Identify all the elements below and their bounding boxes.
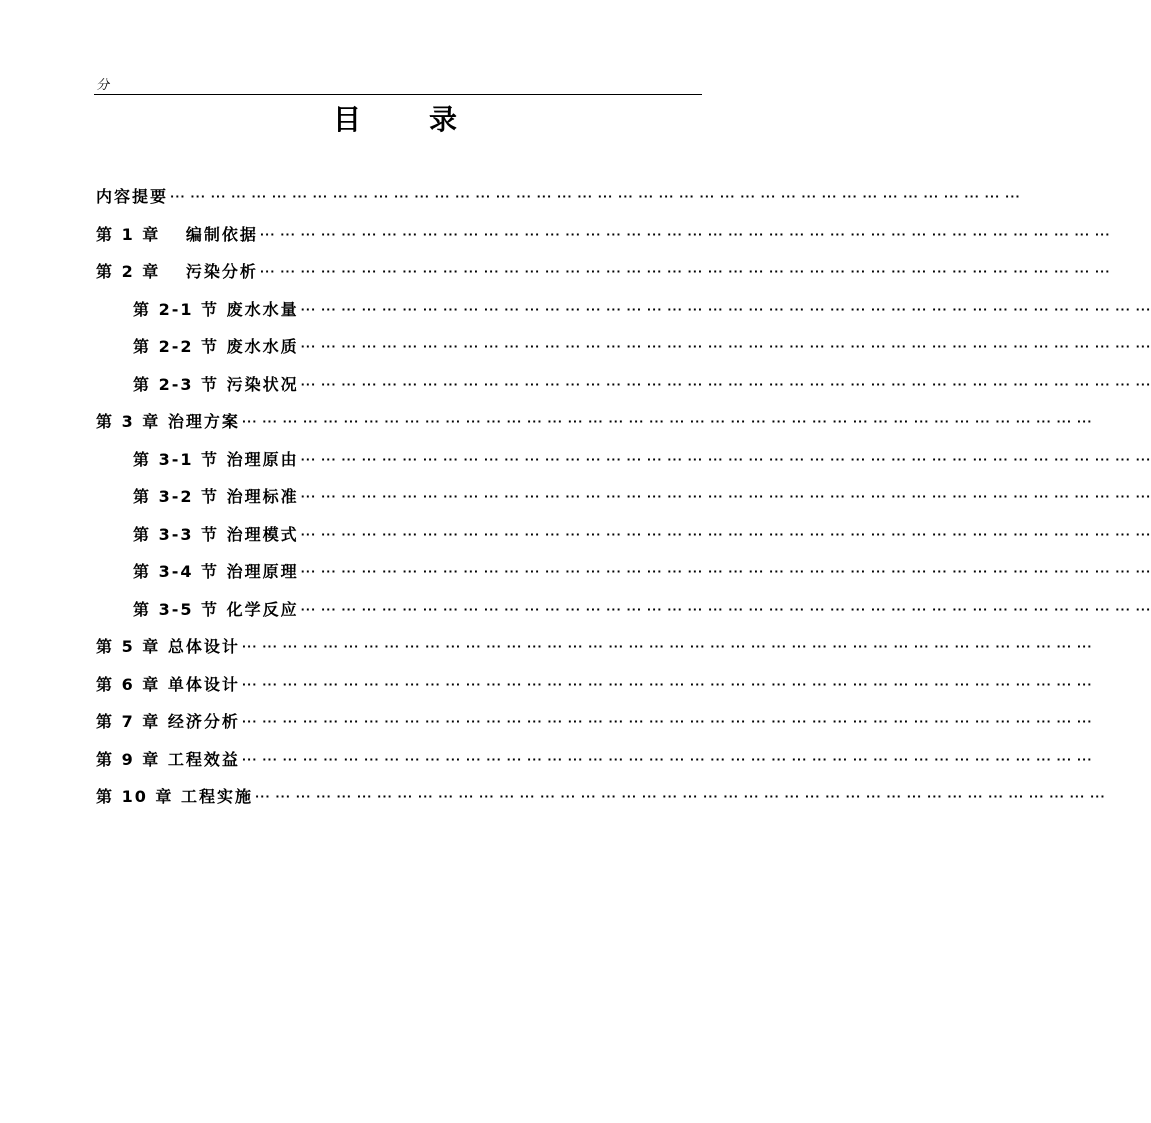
toc-leader: ··· ··· ··· ··· ··· ··· ··· ··· ··· ··· ··· ··· ··· ··· ··· ··· ··· ··· ··· ··· ··· ··· ··· ··· ··· ··· ··· ··· ··· ··· ··· ··· ··· ··· ··· ··· ··· ··· ··· ··· ··· ··· (300, 602, 1151, 616)
toc-subentry[interactable] (96, 559, 1151, 597)
toc-entry[interactable] (96, 747, 1093, 785)
toc-subentry[interactable] (96, 334, 1151, 372)
toc-entry-label: 第 3-3 节 治理模式 (133, 524, 299, 544)
toc-entry-label: 第 2 章 污染分析 (96, 262, 258, 281)
toc-entry-label: 第 10 章 工程实施 (96, 787, 253, 806)
toc-entry[interactable] (96, 709, 1093, 747)
toc-leader: ··· ··· ··· ··· ··· ··· ··· ··· ··· ··· ··· ··· ··· ··· ··· ··· ··· ··· ··· ··· ··· ··· ··· ··· ··· ··· ··· ··· ··· ··· ··· ··· ··· ··· ··· ··· ··· ··· ··· ··· ··· ··· (259, 227, 1111, 241)
toc-entry[interactable] (96, 409, 1093, 447)
toc-leader: ··· ··· ··· ··· ··· ··· ··· ··· ··· ··· ··· ··· ··· ··· ··· ··· ··· ··· ··· ··· ··· ··· ··· ··· ··· ··· ··· ··· ··· ··· ··· ··· ··· ··· ··· ··· ··· ··· ··· ··· ··· ··· (300, 490, 1151, 503)
toc-entry-label: 第 1 章 编制依据 (96, 224, 258, 244)
toc-leader: ··· ··· ··· ··· ··· ··· ··· ··· ··· ··· ··· ··· ··· ··· ··· ··· ··· ··· ··· ··· ··· ··· ··· ··· ··· ··· ··· ··· ··· ··· ··· ··· ··· ··· ··· ··· ··· ··· ··· ··· ··· ··· (170, 190, 1021, 203)
toc-subentry[interactable] (96, 297, 1151, 335)
table-of-contents (96, 184, 1151, 822)
toc-entry-label: 第 2-2 节 废水水质 (133, 337, 299, 356)
toc-leader: ··· ··· ··· ··· ··· ··· ··· ··· ··· ··· ··· ··· ··· ··· ··· ··· ··· ··· ··· ··· ··· ··· ··· ··· ··· ··· ··· ··· ··· ··· ··· ··· ··· ··· ··· ··· ··· ··· ··· ··· ··· ··· (300, 565, 1151, 578)
toc-leader: ··· ··· ··· ··· ··· ··· ··· ··· ··· ··· ··· ··· ··· ··· ··· ··· ··· ··· ··· ··· ··· ··· ··· ··· ··· ··· ··· ··· ··· ··· ··· ··· ··· ··· ··· ··· ··· ··· ··· ··· ··· ··· (300, 340, 1151, 353)
toc-entry-label: 第 6 章 单体设计 (96, 674, 240, 694)
toc-entry[interactable] (96, 784, 1106, 822)
toc-entry[interactable] (96, 184, 1021, 222)
toc-subentry[interactable] (96, 522, 1151, 560)
toc-entry-label: 第 7 章 经济分析 (96, 712, 240, 731)
toc-entry[interactable] (96, 672, 1093, 710)
toc-entry[interactable] (96, 259, 1111, 297)
toc-entry-label: 第 9 章 工程效益 (96, 749, 240, 769)
toc-subentry[interactable] (96, 372, 1151, 410)
toc-leader: ··· ··· ··· ··· ··· ··· ··· ··· ··· ··· ··· ··· ··· ··· ··· ··· ··· ··· ··· ··· ··· ··· ··· ··· ··· ··· ··· ··· ··· ··· ··· ··· ··· ··· ··· ··· ··· ··· ··· ··· ··· ··· (241, 715, 1093, 728)
toc-leader: ··· ··· ··· ··· ··· ··· ··· ··· ··· ··· ··· ··· ··· ··· ··· ··· ··· ··· ··· ··· ··· ··· ··· ··· ··· ··· ··· ··· ··· ··· ··· ··· ··· ··· ··· ··· ··· ··· ··· ··· ··· ··· (241, 415, 1093, 428)
toc-leader: ··· ··· ··· ··· ··· ··· ··· ··· ··· ··· ··· ··· ··· ··· ··· ··· ··· ··· ··· ··· ··· ··· ··· ··· ··· ··· ··· ··· ··· ··· ··· ··· ··· ··· ··· ··· ··· ··· ··· ··· ··· ··· (259, 265, 1111, 278)
toc-leader: ··· ··· ··· ··· ··· ··· ··· ··· ··· ··· ··· ··· ··· ··· ··· ··· ··· ··· ··· ··· ··· ··· ··· ··· ··· ··· ··· ··· ··· ··· ··· ··· ··· ··· ··· ··· ··· ··· ··· ··· ··· ··· (300, 377, 1151, 391)
toc-entry-label: 内容提要 (96, 187, 169, 206)
toc-entry-label: 第 3-2 节 治理标准 (133, 487, 299, 506)
toc-entry-label: 第 3-4 节 治理原理 (133, 562, 299, 581)
toc-entry-label: 第 3-5 节 化学反应 (133, 599, 299, 619)
header-mark: 分 (96, 78, 110, 93)
toc-leader: ··· ··· ··· ··· ··· ··· ··· ··· ··· ··· ··· ··· ··· ··· ··· ··· ··· ··· ··· ··· ··· ··· ··· ··· ··· ··· ··· ··· ··· ··· ··· ··· ··· ··· ··· ··· ··· ··· ··· ··· ··· ··· (254, 790, 1106, 803)
toc-entry-label: 第 5 章 总体设计 (96, 637, 240, 656)
toc-subentry[interactable] (96, 484, 1151, 522)
toc-leader: ··· ··· ··· ··· ··· ··· ··· ··· ··· ··· ··· ··· ··· ··· ··· ··· ··· ··· ··· ··· ··· ··· ··· ··· ··· ··· ··· ··· ··· ··· ··· ··· ··· ··· ··· ··· ··· ··· ··· ··· ··· ··· (241, 752, 1093, 766)
toc-leader: ··· ··· ··· ··· ··· ··· ··· ··· ··· ··· ··· ··· ··· ··· ··· ··· ··· ··· ··· ··· ··· ··· ··· ··· ··· ··· ··· ··· ··· ··· ··· ··· ··· ··· ··· ··· ··· ··· ··· ··· ··· ··· (241, 640, 1093, 653)
toc-entry-label: 第 2-3 节 污染状况 (133, 374, 299, 394)
toc-subentry[interactable] (96, 597, 1151, 635)
toc-leader: ··· ··· ··· ··· ··· ··· ··· ··· ··· ··· ··· ··· ··· ··· ··· ··· ··· ··· ··· ··· ··· ··· ··· ··· ··· ··· ··· ··· ··· ··· ··· ··· ··· ··· ··· ··· ··· ··· ··· ··· ··· ··· (300, 452, 1151, 466)
toc-subentry[interactable] (96, 447, 1151, 485)
toc-leader: ··· ··· ··· ··· ··· ··· ··· ··· ··· ··· ··· ··· ··· ··· ··· ··· ··· ··· ··· ··· ··· ··· ··· ··· ··· ··· ··· ··· ··· ··· ··· ··· ··· ··· ··· ··· ··· ··· ··· ··· ··· ··· (241, 677, 1093, 691)
toc-entry-label: 第 3-1 节 治理原由 (133, 449, 299, 469)
toc-entry-label: 第 3 章 治理方案 (96, 412, 240, 431)
toc-leader: ··· ··· ··· ··· ··· ··· ··· ··· ··· ··· ··· ··· ··· ··· ··· ··· ··· ··· ··· ··· ··· ··· ··· ··· ··· ··· ··· ··· ··· ··· ··· ··· ··· ··· ··· ··· ··· ··· ··· ··· ··· ··· (300, 527, 1151, 541)
toc-entry-label: 第 2-1 节 废水水量 (133, 299, 299, 319)
page-title: 目录 (333, 103, 526, 136)
toc-leader: ··· ··· ··· ··· ··· ··· ··· ··· ··· ··· ··· ··· ··· ··· ··· ··· ··· ··· ··· ··· ··· ··· ··· ··· ··· ··· ··· ··· ··· ··· ··· ··· ··· ··· ··· ··· ··· ··· ··· ··· ··· ··· (300, 302, 1151, 316)
toc-entry[interactable] (96, 634, 1093, 672)
toc-entry[interactable] (96, 222, 1111, 260)
header-rule (94, 94, 702, 95)
